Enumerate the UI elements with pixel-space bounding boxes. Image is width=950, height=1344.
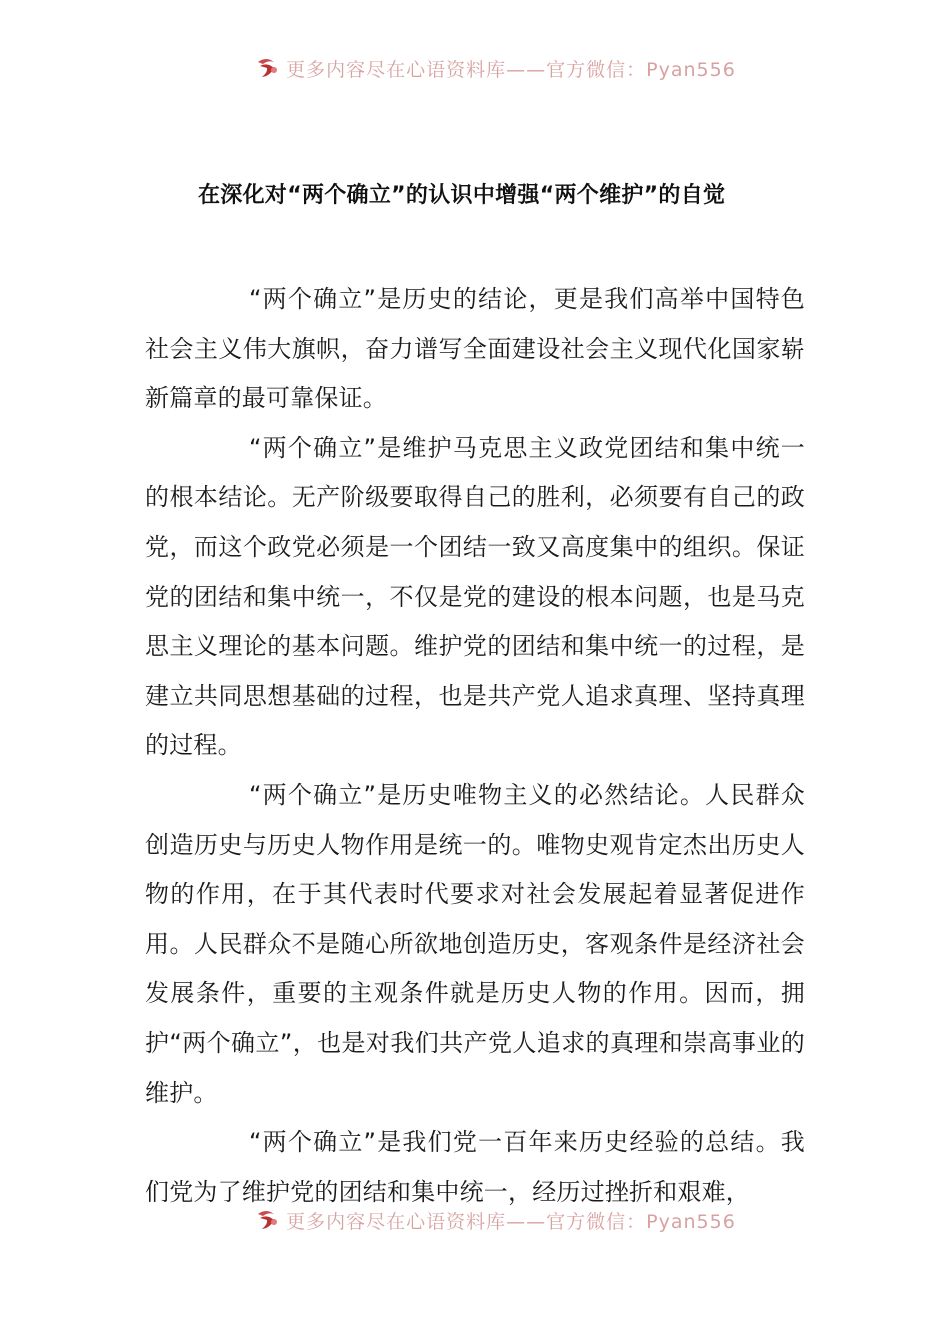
watermark-text: 更多内容尽在心语资料库——官方微信：Pyan556 [286, 58, 736, 81]
footer-watermark [0, 1206, 950, 1234]
paragraph: “两个确立”是历史的结论，更是我们高举中国特色社会主义伟大旗帜，奋力谱写全面建设社会主义现代化国家崭新篇章的最可靠保证。 [145, 285, 805, 413]
paragraph: “两个确立”是维护马克思主义政党团结和集中统一的根本结论。无产阶级要取得自己的胜利，必须要有自己的政党，而这个政党必须是一个团结一致又高度集中的组织。保证党的团结和集中统一，不仅是党的建设的根本问题，也是马克思主义理论的基本问题。维护党的团结和集中统一的过程，是建立共同思想基础的过程，也是共产党人追求真理、坚持真理的过程。 [145, 433, 805, 760]
watermark-logo-icon [254, 1208, 280, 1232]
paragraph: “两个确立”是我们党一百年来历史经验的总结。我们党为了维护党的团结和集中统一，经历过挫折和艰难， [145, 1128, 805, 1206]
document-body [145, 275, 805, 1217]
header-watermark [0, 54, 950, 82]
document-title: 在深化对“两个确立”的认识中增强“两个维护”的自觉 [198, 183, 726, 208]
watermark-text: 更多内容尽在心语资料库——官方微信：Pyan556 [286, 1210, 736, 1233]
paragraph: “两个确立”是历史唯物主义的必然结论。人民群众创造历史与历史人物作用是统一的。唯物史观肯定杰出历史人物的作用，在于其代表时代要求对社会发展起着显著促进作用。人民群众不是随心所欲地创造历史，客观条件是经济社会发展条件，重要的主观条件就是历史人物的作用。因而，拥护“两个确立”，也是对我们共产党人追求的真理和崇高事业的维护。 [145, 780, 805, 1107]
watermark-logo-icon [254, 56, 280, 80]
